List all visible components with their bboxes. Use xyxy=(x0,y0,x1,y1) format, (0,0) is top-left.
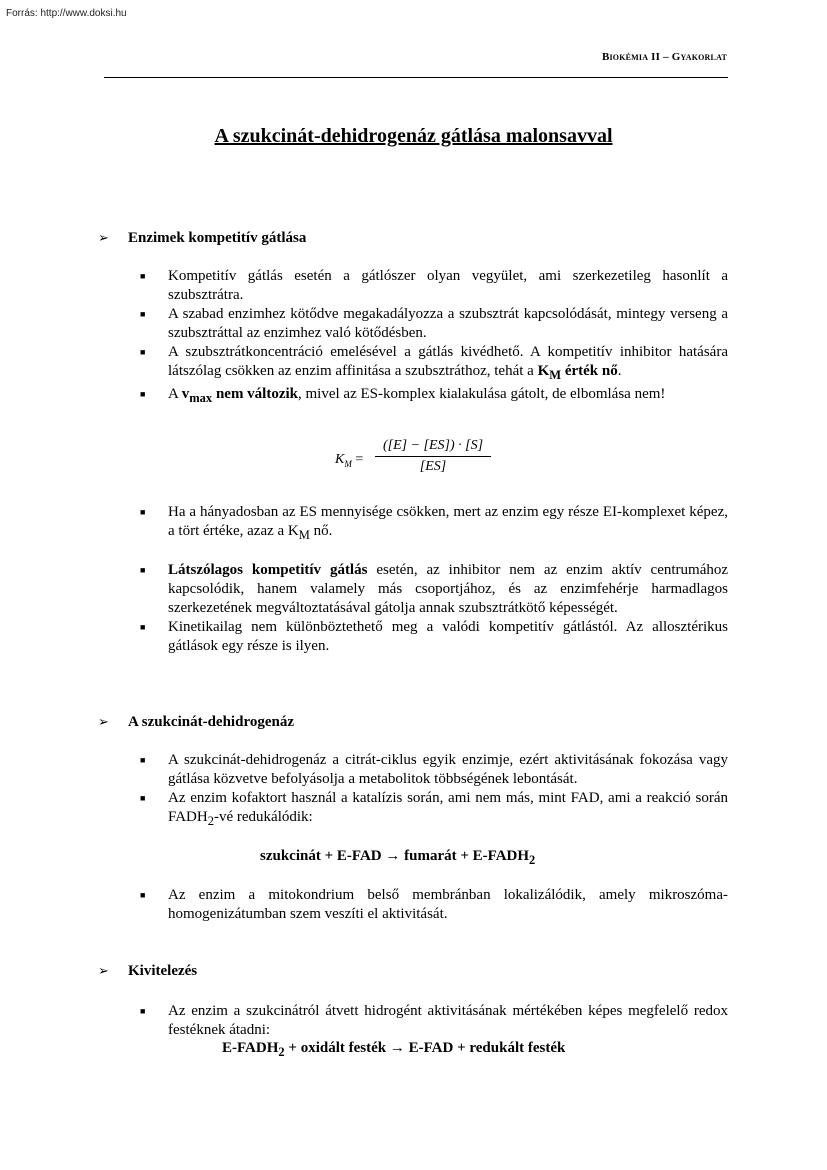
section-heading-text: Kivitelezés xyxy=(128,962,198,979)
section-heading-text: Enzimek kompetitív gátlása xyxy=(128,229,307,246)
square-bullet-icon: ■ xyxy=(140,755,146,765)
formula-denominator: [ES] xyxy=(419,459,447,474)
formula-lhs: $K_M$ = xyxy=(335,452,364,469)
square-bullet-icon: ■ xyxy=(140,507,146,517)
formula-fraction xyxy=(375,438,491,475)
reaction-arrow-icon: → xyxy=(385,848,401,864)
square-bullet-icon: ■ xyxy=(140,1006,146,1016)
section1-list-c xyxy=(98,561,728,656)
reaction-arrow-icon: → xyxy=(389,1040,405,1056)
square-bullet-icon: ■ xyxy=(140,565,146,575)
list-item: ■ Látszólagos kompetitív gátlás esetén, az inhibitor nem az enzim aktív centrumához kapcsolódik, hanem valamely más csoportjához, és az enzimfehérje harmadlagos szerkezetének megváltoztatásával gátolja annak szubsztrátkötő képességét. xyxy=(140,562,729,616)
header-rule xyxy=(104,77,728,78)
section-heading-text: A szukcinát-dehidrogenáz xyxy=(128,713,294,730)
list-item: ■ Az enzim kofaktort használ a katalízis során, ami nem más, mint FAD, ami a reakció során $FADH_2-vé$ redukálódik: xyxy=(140,790,728,828)
section-heading xyxy=(98,960,728,982)
list-item: ■ A szabad enzimhez kötődve megakadályozza a szubsztrát kapcsolódását, mintegy verseng a szubsztráttal az enzimhez való kötődésben. xyxy=(140,306,728,341)
list-item: ■ Az enzim a mitokondrium belső membránban lokalizálódik, amely mikroszóma-homogenizátumban szem veszíti el aktivitását. xyxy=(140,887,728,922)
section2-list-b xyxy=(98,886,728,924)
list-item: ■ Az enzim a szukcinátról átvett hidrogént aktivitásának mértékében képes megfelelő redox festéknek átadni: xyxy=(140,1003,728,1038)
list-item: ■ A szubsztrátkoncentráció emelésével a gátlás kivédhető. A kompetitív inhibitor hatására látszólag csökken az enzim affinitása a szubsztráthoz, tehát a $K_M$ érték nő. xyxy=(140,344,728,382)
section-competitive-inhibition xyxy=(98,227,728,249)
course-header: Biokémia II – Gyakorlat xyxy=(601,51,727,63)
square-bullet-icon: ■ xyxy=(140,890,146,900)
section1-list-a xyxy=(98,267,728,408)
section2-list-a xyxy=(98,751,728,831)
arrow-bullet-icon: ➢ xyxy=(98,230,109,245)
section-succinate-dehydrogenase xyxy=(98,711,728,733)
source-note: Forrás: http://www.doksi.hu xyxy=(6,8,127,19)
square-bullet-icon: ■ xyxy=(140,622,146,632)
square-bullet-icon: ■ xyxy=(140,389,146,399)
section-procedure xyxy=(98,960,728,982)
section-heading xyxy=(98,711,728,733)
list-item: ■ A szukcinát-dehidrogenáz a citrát-ciklus egyik enzimje, ezért aktivitásának fokozása vagy gátlása közvetve befolyásolja a metabolitok többségének lebontását. xyxy=(140,752,728,787)
list-item: ■ Ha a hányadosban az ES mennyisége csökken, mert az enzim egy része EI-komplexet képez, a tört értéke, azaz a $K_M$ nő. xyxy=(140,504,728,542)
square-bullet-icon: ■ xyxy=(140,271,146,281)
arrow-bullet-icon: ➢ xyxy=(98,714,109,729)
section1-list-b xyxy=(98,503,728,545)
formula-numerator: ([E] − [ES]) · [S] xyxy=(375,438,491,457)
list-item: ■ A $v_{max}$ nem változik, mivel az ES-komplex kialakulása gátolt, de elbomlása nem! xyxy=(140,386,666,405)
reaction-equation-1: szukcinát + E-FAD → fumarát + $E-FADH_2$ xyxy=(260,848,536,867)
list-item: ■ Kompetitív gátlás esetén a gátlószer olyan vegyület, ami szerkezetileg hasonlít a szubsztrátra. xyxy=(140,268,728,303)
page-title: A szukcinát-dehidrogenáz gátlása malonsavval xyxy=(214,125,613,147)
square-bullet-icon: ■ xyxy=(140,309,146,319)
list-item: ■ Kinetikailag nem különböztethető meg a valódi kompetitív gátlástól. Az allosztérikus gátlások egy része is ilyen. xyxy=(140,619,728,654)
square-bullet-icon: ■ xyxy=(140,793,146,803)
square-bullet-icon: ■ xyxy=(140,347,146,357)
section3-list xyxy=(98,1002,728,1040)
section-heading xyxy=(98,227,728,249)
reaction-equation-2: $E-FADH_2$ + oxidált festék → E-FAD + redukált festék xyxy=(222,1040,566,1059)
arrow-bullet-icon: ➢ xyxy=(98,963,109,978)
